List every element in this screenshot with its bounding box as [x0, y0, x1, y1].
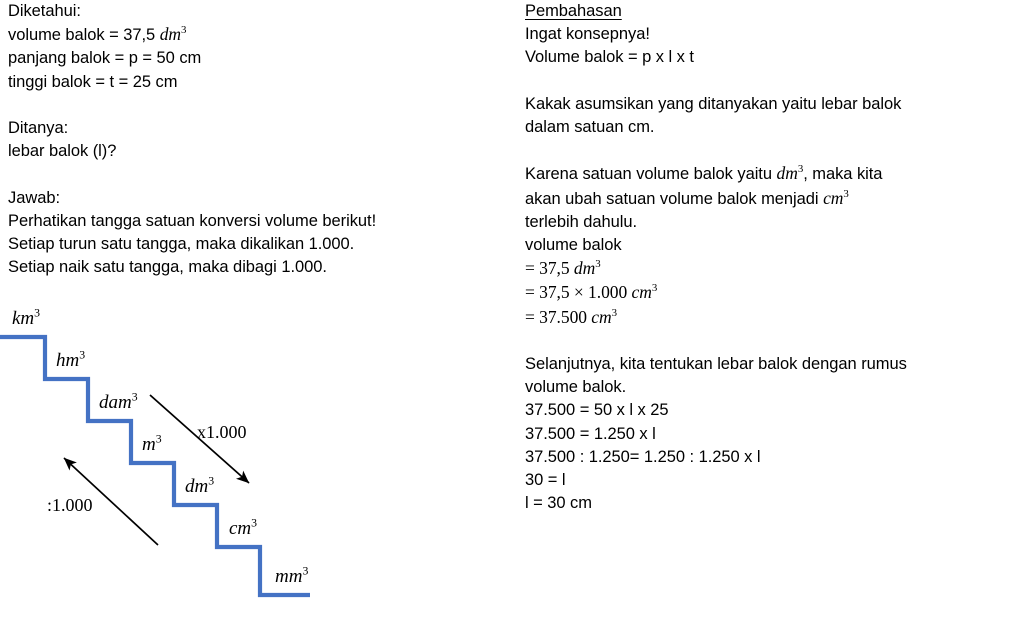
volume-balok-label: volume balok — [525, 236, 622, 254]
asumsi-line-1: Kakak asumsikan yang ditanyakan yaitu lebar balok — [525, 94, 902, 113]
calc-line-1: = 37,5 $dm^3$ — [525, 258, 601, 279]
spacer — [525, 70, 1015, 93]
solve-line-3: 37.500 : 1.250= 1.250 : 1.250 x l — [525, 447, 761, 466]
multiply-arrow-label: x1.000 — [197, 422, 247, 442]
rumus-volume-balok: Volume balok = p x l x t — [525, 48, 694, 67]
calc-unit-cm3-b: $cm^3$ — [591, 306, 617, 327]
stair-label-dm3: $dm^3$ — [185, 474, 215, 497]
solve-line-4: 30 = l — [525, 471, 566, 490]
instruction-turun: Setiap turun satu tangga, maka dikalikan 1.000. — [8, 235, 355, 253]
right-column-explanation — [525, 0, 1015, 539]
solve-line-2: 37.500 = 1.250 x l — [525, 424, 656, 443]
spacer — [8, 94, 508, 117]
konversi-line-1: Karena satuan volume balok yaitu $dm^3$, maka kita — [525, 163, 883, 184]
lebar-balok-question: lebar balok (l)? — [8, 142, 117, 161]
calc-line-2: = 37,5 × 1.000 $cm^3$ — [525, 282, 658, 303]
spacer — [525, 515, 1015, 538]
konversi-line-3: terlebih dahulu. — [525, 212, 638, 231]
konversi-unit-dm3: $dm^3$ — [776, 163, 804, 184]
konversi-line-2: akan ubah satuan volume balok menjadi $cm^3$ — [525, 187, 849, 208]
jawab-heading: Jawab: — [8, 188, 60, 207]
panjang-balok-known: panjang balok = p = 50 cm — [8, 49, 202, 68]
tinggi-balok-known: tinggi balok = t = 25 cm — [8, 72, 178, 91]
stair-label-km3: $km^3$ — [12, 306, 41, 329]
stair-label-cm3: $cm^3$ — [229, 516, 258, 539]
volume-balok-known-unit: $dm^3$ — [159, 24, 187, 45]
stair-label-mm3: $mm^3$ — [275, 564, 309, 587]
calc-unit-cm3-a: $cm^3$ — [631, 282, 658, 303]
calc-line-3: = 37.500 $cm^3$ — [525, 306, 617, 327]
stair-label-dam3: dam$^3$ — [99, 390, 138, 413]
exponent: 3 — [181, 24, 187, 37]
divide-arrow-label: :1.000 — [47, 495, 93, 515]
asumsi-line-2: dalam satuan cm. — [525, 118, 655, 136]
pembahasan-heading: Pembahasan — [525, 2, 622, 20]
diketahui-heading: Diketahui: — [8, 2, 81, 20]
konversi-unit-cm3: $cm^3$ — [823, 187, 849, 208]
stair-label-hm3: $hm^3$ — [56, 348, 86, 371]
instruction-perhatikan: Perhatikan tangga satuan konversi volume berikut! — [8, 211, 377, 230]
spacer — [8, 163, 508, 186]
solve-line-5: l = 30 cm — [525, 494, 592, 513]
selanjutnya-line-1: Selanjutnya, kita tentukan lebar balok dengan rumus — [525, 355, 907, 373]
left-column-worked-problem — [8, 0, 508, 279]
volume-balok-known-text: volume balok = 37,5 — [8, 26, 160, 45]
spacer — [525, 139, 1015, 162]
volume-balok-known — [8, 23, 508, 47]
selanjutnya-line-2: volume balok. — [525, 378, 627, 397]
ditanya-heading: Ditanya: — [8, 119, 69, 137]
spacer — [525, 330, 1015, 353]
stair-label-m3: $m^3$ — [142, 432, 162, 455]
calc-unit-dm3: $dm^3$ — [573, 258, 601, 279]
ingat-konsepnya: Ingat konsepnya! — [525, 25, 650, 44]
staircase-steps-path — [0, 337, 310, 595]
instruction-naik: Setiap naik satu tangga, maka dibagi 1.000. — [8, 258, 327, 277]
unit-conversion-staircase-diagram — [0, 305, 510, 617]
solve-line-1: 37.500 = 50 x l x 25 — [525, 401, 669, 420]
